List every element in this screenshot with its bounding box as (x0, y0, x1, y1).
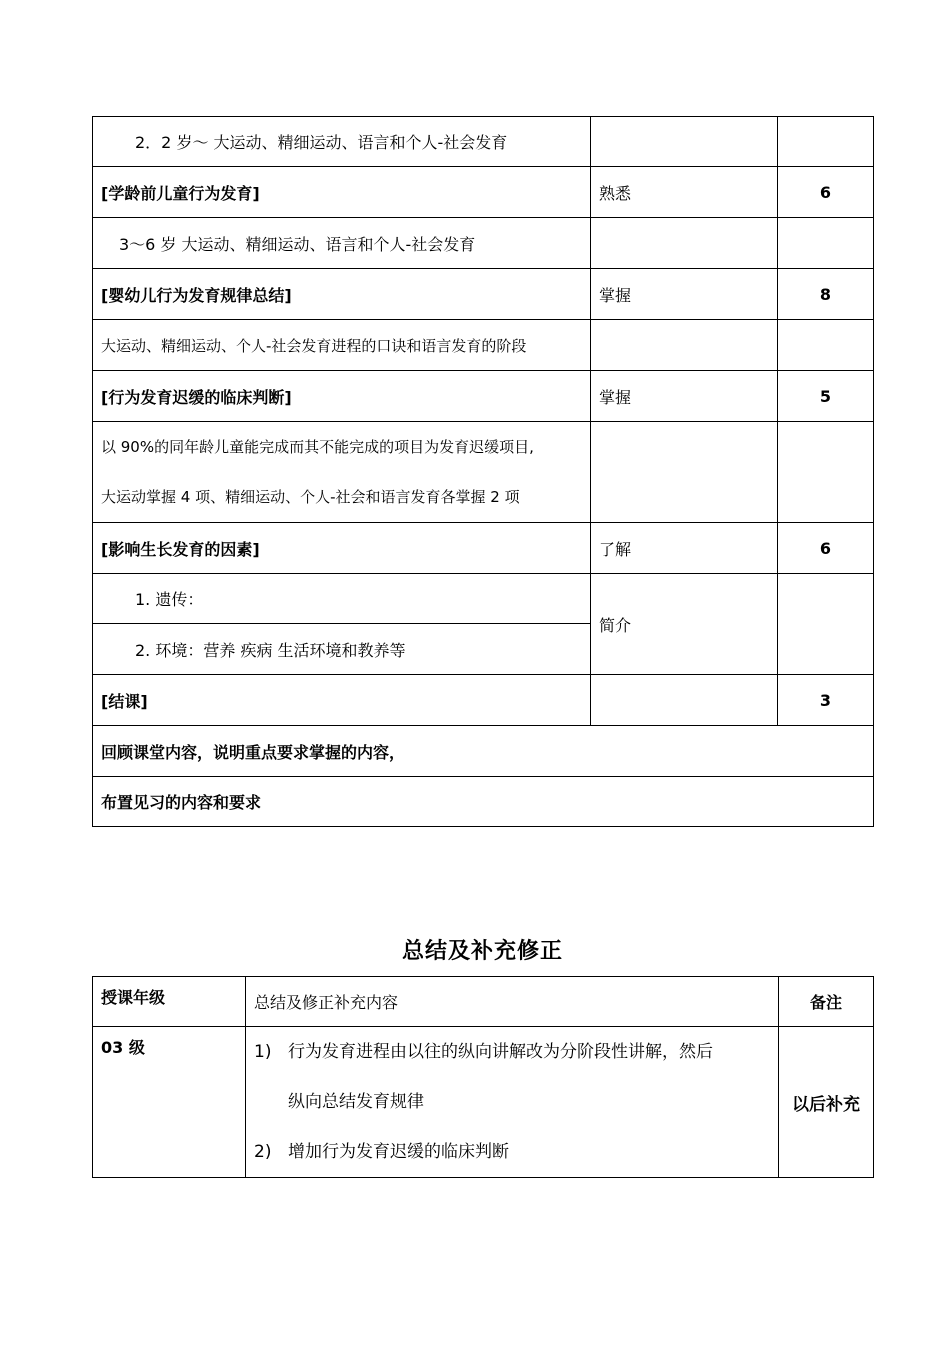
content-cell (93, 422, 591, 523)
hours-cell: 8 (778, 269, 874, 320)
header-content: 总结及修正补充内容 (246, 977, 779, 1027)
list-text: 行为发育进程由以往的纵向讲解改为分阶段性讲解，然后 (288, 1042, 713, 1062)
list-item (254, 1027, 774, 1077)
level-cell: 熟悉 (591, 167, 778, 218)
level-cell (591, 320, 778, 371)
table-row (93, 1027, 874, 1178)
table-row (93, 726, 874, 777)
level-cell (591, 422, 778, 523)
content-line: 大运动掌握 4 项、精细运动、个人-社会和语言发育各掌握 2 项 (101, 488, 520, 506)
section-heading: [婴幼儿行为发育规律总结] (93, 269, 591, 320)
header-note: 备注 (779, 977, 874, 1027)
list-text: 增加行为发育迟缓的临床判断 (288, 1142, 509, 1162)
table-row (93, 371, 874, 422)
table-row (93, 117, 874, 167)
list-number: 2) (254, 1142, 272, 1162)
section-heading: [结课] (93, 675, 591, 726)
level-cell (591, 675, 778, 726)
summary-title: 总结及补充修正 (401, 939, 563, 964)
header-grade: 授课年级 (93, 977, 246, 1027)
content-cell: 2．2 岁～ 大运动、精细运动、语言和个人-社会发育 (93, 117, 591, 167)
hours-cell: 3 (778, 675, 874, 726)
teaching-plan-table (92, 116, 874, 827)
level-cell: 掌握 (591, 269, 778, 320)
hours-cell (778, 218, 874, 269)
hours-cell (778, 117, 874, 167)
table-row (93, 218, 874, 269)
closing-text: 回顾课堂内容，说明重点要求掌握的内容， (93, 726, 874, 777)
table-row (93, 269, 874, 320)
hours-cell (778, 422, 874, 523)
table-row (93, 167, 874, 218)
level-cell (591, 218, 778, 269)
content-line: 以 90%的同年龄儿童能完成而其不能完成的项目为发育迟缓项目, (101, 438, 534, 456)
list-item (254, 1127, 774, 1177)
hours-cell: 6 (778, 167, 874, 218)
table-row (93, 422, 874, 523)
table-row (93, 320, 874, 371)
section-heading: [学龄前儿童行为发育] (93, 167, 591, 218)
grade-cell: 03 级 (93, 1027, 246, 1178)
list-number: 1) (254, 1042, 272, 1062)
content-cell: 3～6 岁 大运动、精细运动、语言和个人-社会发育 (93, 218, 591, 269)
table-row (93, 574, 874, 624)
summary-table (92, 976, 874, 1178)
hours-cell: 5 (778, 371, 874, 422)
list-continuation: 纵向总结发育规律 (288, 1092, 424, 1112)
level-cell: 掌握 (591, 371, 778, 422)
content-cell: 1. 遗传： (93, 574, 591, 624)
hours-cell (778, 320, 874, 371)
section-heading: [行为发育迟缓的临床判断] (93, 371, 591, 422)
table-header-row (93, 977, 874, 1027)
note-cell: 以后补充 (779, 1027, 874, 1178)
table-row (93, 675, 874, 726)
content-cell: 2. 环境：营养 疾病 生活环境和教养等 (93, 624, 591, 675)
table-row (93, 777, 874, 827)
level-cell (591, 117, 778, 167)
section-heading: [影响生长发育的因素] (93, 523, 591, 574)
level-cell: 简介 (591, 574, 778, 675)
summary-content-cell (246, 1027, 779, 1178)
level-cell: 了解 (591, 523, 778, 574)
table-row (93, 523, 874, 574)
content-cell: 大运动、精细运动、个人-社会发育进程的口诀和语言发育的阶段 (93, 320, 591, 371)
closing-text: 布置见习的内容和要求 (93, 777, 874, 827)
hours-cell: 6 (778, 523, 874, 574)
hours-cell (778, 574, 874, 675)
